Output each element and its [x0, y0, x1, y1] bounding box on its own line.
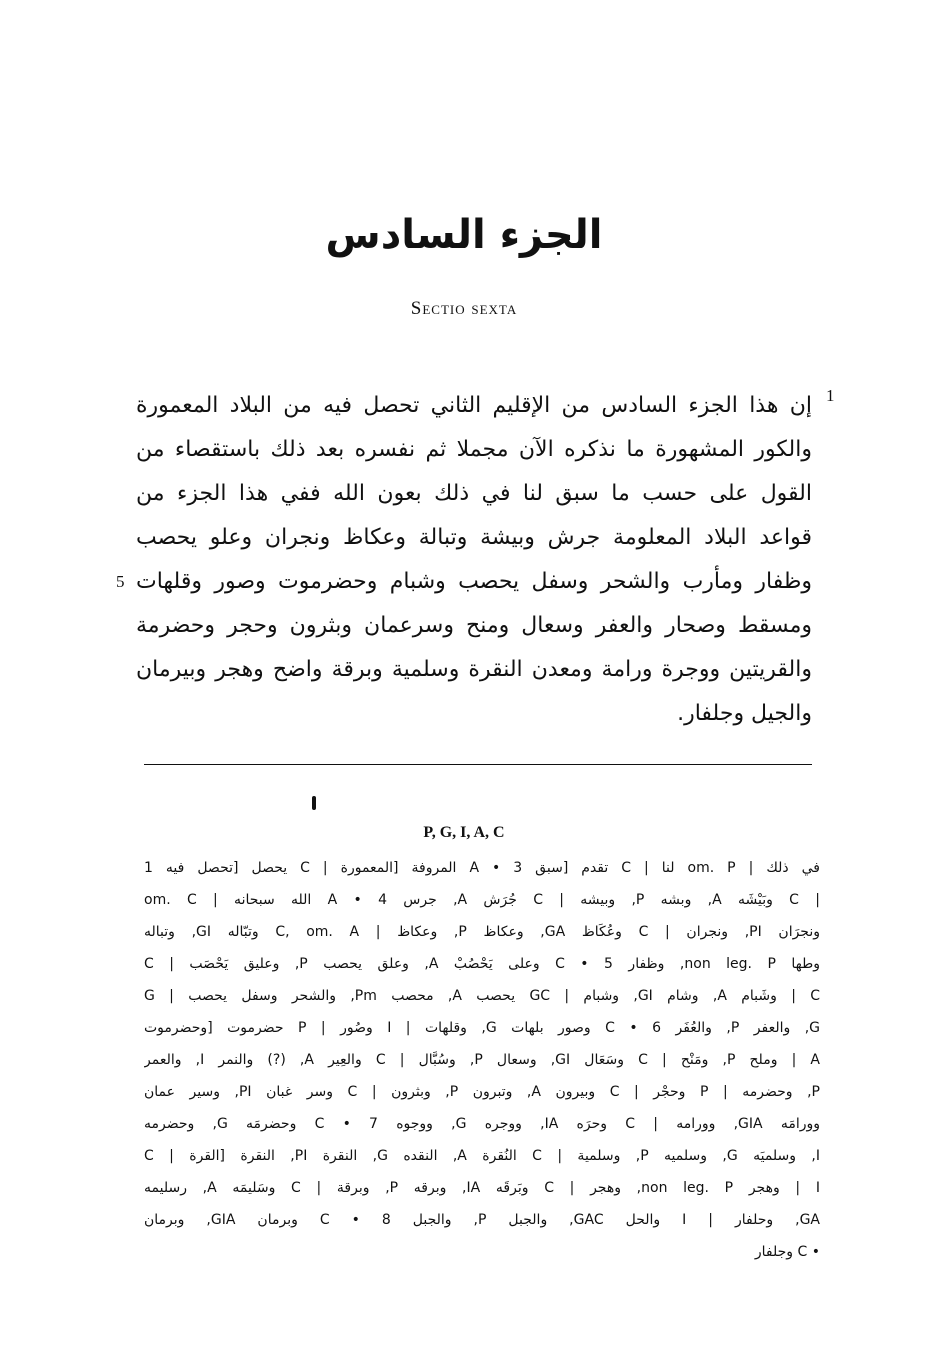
main-text-line: وظفار ومأرب والشحر وسفل يحصب وشبام وحضرموت وصور وقلهات	[136, 569, 812, 594]
main-text-line: والجيل وجلفار.	[677, 701, 812, 726]
manuscript-sigla: P, G, I, A, C	[423, 824, 505, 841]
main-text-line: والقريتين ووجرة ورامة ومعدن النقرة وسلمية وبرقة واضح وهجر وبيرمان	[136, 657, 812, 682]
main-text-line: القول على حسب ما سبق لنا في ذلك بعون الله ففي هذا الجزء من	[136, 481, 812, 506]
footnote-divider	[144, 764, 812, 765]
line-number-1: 1	[826, 386, 835, 405]
apparatus-line: C | وشَبام A, وشام GI, وشبام | GC يحصب A, محصب Pm, والشحر وسفل يحصب | G	[144, 988, 820, 1004]
ink-mark	[312, 796, 316, 810]
main-text-line: إن هذا الجزء السادس من الإقليم الثاني تحصل فيه من البلاد المعمورة	[136, 393, 812, 418]
apparatus-line: A | وملح P, ومَنْح | C وسَعَال GI, وسعال P, وسُبَّال | C والعِير A, (?) والنمر I, والعمر	[144, 1052, 820, 1068]
apparatus-line: GA, وحلفار | I والحل GAC, والجبل P, والجبل 8 • C وبرمان GIA, وبرمان	[144, 1212, 820, 1228]
apparatus-line: | C وبَيْشَه A, وبشه P, وبيشه | C جُرَش A, جرس 4 • A الله سبحانه | om. C	[144, 892, 820, 908]
apparatus-line: وطها non leg. P, وظفار 5 • C وعلى يَحْصُبْ A, وعلق يحصب P, وعليق يَحْصَب | C	[144, 956, 820, 972]
apparatus-line: في ذلك | om. P لنا | C تقدم [سبق 3 • A المروفة [المعمورة | C يحصل [تحصل فيه 1	[144, 860, 820, 876]
apparatus-line: وورامَه GIA, وورامه | C وحرَه IA, ووجره G, ووجوه 7 • C وحضرمَه G, وحضرمه	[144, 1116, 820, 1132]
main-text-line: والكور المشهورة ما نذكره الآن مجملا ثم نفسره بعد ذلك باستقصاء من	[136, 437, 812, 462]
apparatus-line: I, وسلميَه G, وسلميه P, وسلمية | C النُقرة A, النقده G, النقرة PI, النقرة [القرة | C	[144, 1148, 820, 1164]
apparatus-line: I | وهجر non leg. P, وهجر | C وبَرقَه IA, وبرقه P, وبرقة | C وسَليمَه A, رسليمه	[144, 1180, 820, 1196]
critical-apparatus	[144, 852, 820, 1268]
apparatus-line: G, والعفر P, والعُفَر 6 • C وصور بلهات G, وقلهات | I وصُور | P حضرموت [وحضرموت	[144, 1020, 820, 1036]
apparatus-line: P, وحضرمه | P وحجْر | C وبيرون A, وتبرون P, وبثرون | C وسر غبان PI, وسير عمان	[144, 1084, 820, 1100]
main-text-line: قواعد البلاد المعلومة جرش وبيشة وتبالة وعكاظ ونجران وعلو يحصب	[136, 525, 812, 550]
arabic-chapter-title: الجزء السادس	[325, 212, 603, 258]
apparatus-line: • C وجلفار	[754, 1244, 820, 1260]
line-number-5: 5	[116, 572, 125, 591]
apparatus-line: ونجرَان PI, ونجران | C وعُكَاظ GA, وعكاظ P, وعكاظ | C, om. A وتبّاله GI, وتباله	[144, 924, 820, 940]
latin-chapter-title: Sectio sexta	[410, 298, 518, 319]
main-text-line: ومسقط وصحار والعفر وسعال ومنح وسرعمان وبثرون وحجر وحضرمة	[136, 613, 812, 638]
main-arabic-text	[136, 384, 812, 736]
